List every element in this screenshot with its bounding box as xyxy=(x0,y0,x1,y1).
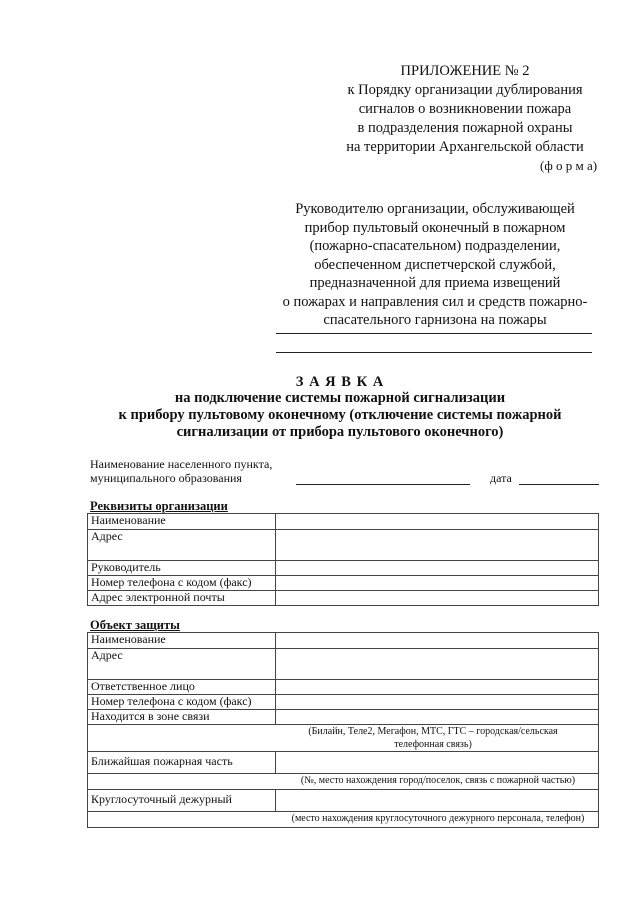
locality-label-line: муниципального образования xyxy=(90,471,242,485)
org-row-label: Адрес электронной почты xyxy=(88,591,276,606)
annex-line: к Порядку организации дублирования xyxy=(347,82,583,98)
org-row-label: Номер телефона с кодом (факс) xyxy=(88,576,276,591)
table-row xyxy=(88,790,599,812)
table-row xyxy=(88,752,599,774)
addressee-line: (пожарно-спасательном) подразделении, xyxy=(309,238,561,254)
org-value-cell[interactable] xyxy=(275,514,598,530)
form-label: (ф о р м а) xyxy=(540,158,598,173)
org-value-cell[interactable] xyxy=(275,576,598,591)
locality-field[interactable] xyxy=(296,484,470,485)
addressee-line: спасательного гарнизона на пожары xyxy=(323,312,547,328)
request-subtitle-line: к прибору пультовому оконечному (отключение системы пожарной xyxy=(118,407,562,423)
addressee-blank-line[interactable] xyxy=(276,352,592,353)
addressee-blank-line[interactable] xyxy=(276,333,592,334)
object-value-cell[interactable] xyxy=(275,752,598,774)
comm-note-line: (Билайн, Теле2, Мегафон, МТС, ГТС – городская/сельская xyxy=(308,726,558,737)
request-subtitle xyxy=(60,390,620,441)
addressee-block xyxy=(270,200,600,330)
annex-header xyxy=(330,62,600,157)
org-section-heading: Реквизиты организации xyxy=(90,499,228,513)
table-row xyxy=(88,725,599,752)
annex-title: ПРИЛОЖЕНИЕ № 2 xyxy=(400,63,530,79)
object-row-label: Ответственное лицо xyxy=(88,680,276,695)
locality-label xyxy=(90,457,272,485)
object-row-label: Круглосуточный дежурный xyxy=(88,790,276,812)
addressee-line: о пожарах и направления сил и средств пожарно- xyxy=(282,293,588,310)
duty-note: (место нахождения круглосуточного дежурного персонала, телефон) xyxy=(291,813,585,824)
object-value-cell[interactable] xyxy=(275,649,598,680)
table-row xyxy=(88,680,599,695)
object-row-label: Номер телефона с кодом (факс) xyxy=(88,695,276,710)
date-field[interactable] xyxy=(519,484,599,485)
table-row xyxy=(88,812,599,828)
object-table xyxy=(87,632,599,828)
object-row-label: Адрес xyxy=(88,649,276,680)
table-row xyxy=(88,591,599,606)
object-row-label: Ближайшая пожарная часть xyxy=(88,752,276,774)
table-row xyxy=(88,710,599,725)
fire-station-note: (№, место нахождения город/поселок, связь с пожарной частью) xyxy=(300,775,576,786)
org-value-cell[interactable] xyxy=(275,530,598,561)
object-value-cell[interactable] xyxy=(275,633,598,649)
comm-note xyxy=(91,725,595,751)
table-row xyxy=(88,633,599,649)
request-title: З А Я В К А xyxy=(295,374,385,390)
object-value-cell[interactable] xyxy=(275,790,598,812)
object-value-cell[interactable] xyxy=(275,710,598,725)
object-row-label: Наименование xyxy=(88,633,276,649)
comm-value-cell[interactable] xyxy=(88,725,599,752)
request-subtitle-line: сигнализации от прибора пультового оконечного) xyxy=(176,424,504,440)
annex-line: на территории Архангельской области xyxy=(346,139,584,155)
org-row-label: Адрес xyxy=(88,530,276,561)
locality-label-line: Наименование населенного пункта, xyxy=(90,457,273,471)
object-section-heading: Объект защиты xyxy=(90,618,180,632)
table-row xyxy=(88,576,599,591)
table-row xyxy=(88,695,599,710)
table-row xyxy=(88,514,599,530)
org-table xyxy=(87,513,599,606)
table-row xyxy=(88,774,599,790)
date-label: дата xyxy=(490,471,512,485)
object-value-cell[interactable] xyxy=(275,695,598,710)
org-value-cell[interactable] xyxy=(275,561,598,576)
object-value-cell[interactable] xyxy=(275,680,598,695)
annex-line: сигналов о возникновении пожара xyxy=(358,101,572,117)
table-row xyxy=(88,561,599,576)
addressee-line: прибор пультовый оконечный в пожарном xyxy=(304,219,566,236)
addressee-line: предназначенной для приема извещений xyxy=(309,275,561,291)
fire-station-note-cell[interactable] xyxy=(88,774,599,790)
org-value-cell[interactable] xyxy=(275,591,598,606)
org-row-label: Наименование xyxy=(88,514,276,530)
object-row-label: Находится в зоне связи xyxy=(88,710,276,725)
addressee-line: обеспеченном диспетчерской службой, xyxy=(314,256,556,273)
org-row-label: Руководитель xyxy=(88,561,276,576)
duty-note-cell[interactable] xyxy=(88,812,599,828)
request-subtitle-line: на подключение системы пожарной сигнализации xyxy=(174,390,506,406)
comm-note-line: телефонная связь) xyxy=(394,739,472,750)
annex-line: в подразделения пожарной охраны xyxy=(357,120,573,136)
table-row xyxy=(88,530,599,561)
table-row xyxy=(88,649,599,680)
addressee-line: Руководителю организации, обслуживающей xyxy=(295,201,575,217)
